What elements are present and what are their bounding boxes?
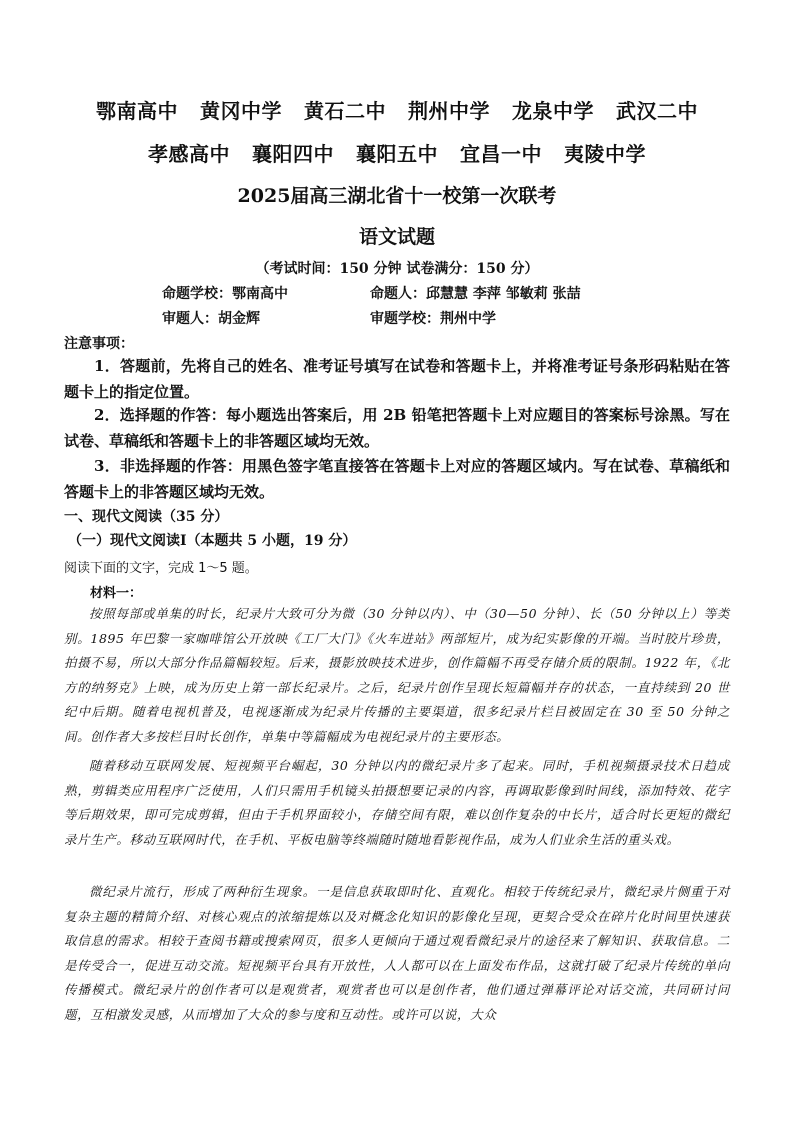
subsection-title: （一）现代文阅读Ⅰ（本题共 5 小题，19 分） (68, 533, 357, 549)
school-list-row-2 (0, 138, 794, 167)
school-name: 宜昌一中 (460, 142, 542, 166)
exam-title: 2025届高三湖北省十一校第一次联考 (237, 185, 557, 207)
section-title: 一、现代文阅读（35 分） (64, 509, 229, 525)
school-name: 襄阳四中 (252, 142, 334, 166)
passage-paragraph: 按照每部或单集的时长，纪录片大致可分为微（30 分钟以内）、中（30—50 分钟）、长（50 分钟以上）等类别。1895 年巴黎一家咖啡馆公开放映《工厂大门》《火车进站》两部短片，成为纪实影像的开端。当时胶片珍贵，拍摄不易，所以大部分作品篇幅较短。后来，摄影放映技术进步，创作篇幅不再受存储介质的限制。1922 年，《北方的纳努克》上映，成为历史上第一部长纪录片。之后，纪录片创作呈现长短篇幅并存的状态，一直持续到 20 世纪中后期。随着电视机普及，电视逐渐成为纪录片传播的主要渠道，很多纪录片栏目被固定在 30 至 50 分钟之间。创作者大多按栏目时长创作，单集中等篇幅成为电视纪录片的主要形态。 (64, 606, 730, 744)
notice-item: 1．答题前，先将自己的姓名、准考证号填写在试卷和答题卡上，并将准考证号条形码粘贴在答题卡上的指定位置。 (64, 357, 730, 401)
setting-school: 命题学校：鄂南高中 (162, 286, 288, 302)
exam-subject: 语文试题 (358, 226, 435, 248)
notice-heading: 注意事项： (64, 336, 134, 352)
reading-instruction: 阅读下面的文字，完成 1～5 题。 (64, 561, 258, 576)
material-label: 材料一： (90, 586, 143, 601)
passage-paragraph: 随着移动互联网发展、短视频平台崛起，30 分钟以内的微纪录片多了起来。同时，手机视频摄录技术日趋成熟，剪辑类应用程序广泛使用，人们只需用手机镜头拍摄想要记录的内容，再调取影像到时间线，添加特效、花字等后期效果，即可完成剪辑，但由于手机界面较小，存储空间有限，难以创作复杂的中长片，适合时长更短的微纪录片生产。移动互联网时代，在手机、平板电脑等终端随时随地看影视作品，成为人们业余生活的重头戏。 (64, 758, 730, 847)
notice-item: 3．非选择题的作答：用黑色签字笔直接答在答题卡上对应的答题区域内。写在试卷、草稿纸和答题卡上的非答题区域均无效。 (64, 457, 730, 501)
school-name: 黄冈中学 (200, 99, 282, 123)
exam-time-score: （考试时间：150 分钟 试卷满分：150 分） (255, 261, 539, 277)
school-name: 荆州中学 (408, 99, 490, 123)
school-name: 黄石二中 (304, 99, 386, 123)
notice-item: 2．选择题的作答：每小题选出答案后，用 2B 铅笔把答题卡上对应题目的答案标号涂黑。写在试卷、草稿纸和答题卡上的非答题区域均无效。 (64, 406, 730, 450)
school-name: 夷陵中学 (564, 142, 646, 166)
school-name: 襄阳五中 (356, 142, 438, 166)
question-setters: 命题人：邱慧慧 李萍 邹敏莉 张喆 (370, 286, 581, 302)
school-name: 孝感高中 (148, 142, 230, 166)
review-school: 审题学校：荆州中学 (370, 311, 496, 327)
school-name: 鄂南高中 (96, 99, 178, 123)
school-list-row-1 (0, 95, 794, 124)
school-name: 武汉二中 (616, 99, 698, 123)
passage-paragraph: 微纪录片流行，形成了两种衍生现象。一是信息获取即时化、直观化。相较于传统纪录片，微纪录片侧重于对复杂主题的精简介绍、对核心观点的浓缩提炼以及对概念化知识的影像化呈现，更契合受众在碎片化时间里快速获取信息的需求。相较于查阅书籍或搜索网页，很多人更倾向于通过观看微纪录片的途径来了解知识、获取信息。二是传受合一，促进互动交流。短视频平台具有开放性，人人都可以在上面发布作品，这就打破了纪录片传统的单向传播模式。微纪录片的创作者可以是观赏者，观赏者也可以是创作者，他们通过弹幕评论对话交流，共同研讨问题，互相激发灵感，从而增加了大众的参与度和互动性。或许可以说，大众 (64, 884, 730, 1022)
reviewer: 审题人：胡金辉 (162, 311, 260, 327)
school-name: 龙泉中学 (512, 99, 594, 123)
